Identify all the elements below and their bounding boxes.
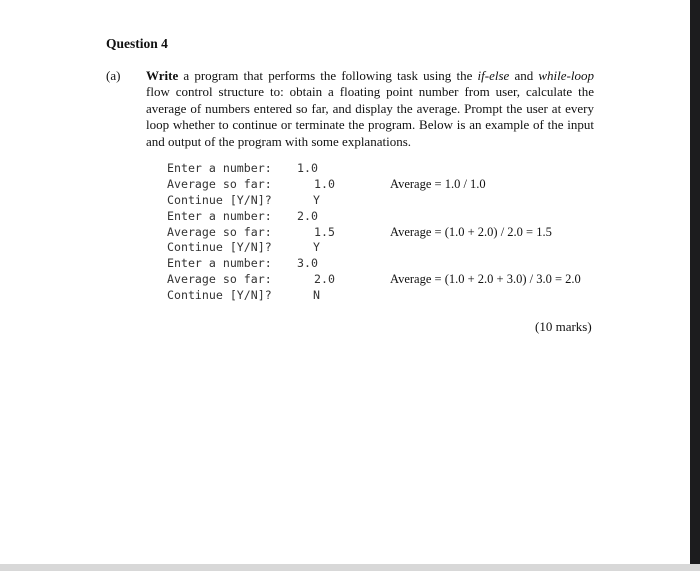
while-loop-term: while-loop: [538, 68, 594, 83]
prompt-label: Continue [Y/N]?: [167, 240, 272, 255]
average-note: Average = (1.0 + 2.0 + 3.0) / 3.0 = 2.0: [390, 272, 581, 286]
page-bottom-edge: [0, 564, 700, 571]
question-text-and: and: [509, 68, 539, 83]
prompt-label: Average so far:: [167, 224, 272, 239]
example-line: [167, 240, 372, 256]
example-line: [167, 177, 372, 193]
question-lead: Write: [146, 68, 179, 83]
prompt-label: Continue [Y/N]?: [167, 192, 272, 207]
prompt-label: Enter a number:: [167, 208, 272, 223]
input-value: 2.0: [297, 208, 318, 223]
average-value: 2.0: [314, 272, 335, 287]
prompt-label: Average so far:: [167, 176, 272, 191]
prompt-label: Average so far:: [167, 272, 272, 287]
prompt-label: Enter a number:: [167, 256, 272, 271]
example-io: [167, 161, 372, 304]
answer-value: Y: [313, 240, 320, 255]
example-line: [167, 288, 372, 304]
question-title: Question 4: [106, 36, 168, 51]
average-value: 1.5: [314, 224, 335, 239]
input-value: 1.0: [297, 161, 318, 175]
example-line: [167, 193, 372, 209]
answer-value: N: [313, 288, 320, 303]
question-text-part2: flow control structure to: obtain a floating point number from user, calculate the average of numbers entered so far, and display the average. Prompt the user at every loop whether to continue or terminate the program. Below is an example of the input and output of the program with some explanations.: [146, 84, 594, 149]
prompt-label: Continue [Y/N]?: [167, 288, 272, 303]
page-edge-shadow: [690, 0, 700, 571]
ifelse-term: if-else: [477, 68, 510, 83]
answer-value: Y: [313, 192, 320, 207]
example-line: [167, 256, 372, 272]
question-text-part1: a program that performs the following task using the: [178, 68, 478, 83]
example-line: [167, 272, 372, 288]
average-value: 1.0: [314, 176, 335, 191]
question-text: [146, 68, 594, 150]
input-value: 3.0: [297, 256, 318, 271]
part-label: (a): [106, 68, 121, 83]
example-line: [167, 225, 372, 241]
example-line: [167, 161, 372, 177]
marks-label: (10 marks): [535, 319, 592, 334]
prompt-label: Enter a number:: [167, 161, 272, 175]
average-note: Average = 1.0 / 1.0: [390, 177, 486, 191]
example-line: [167, 209, 372, 225]
average-note: Average = (1.0 + 2.0) / 2.0 = 1.5: [390, 225, 552, 239]
